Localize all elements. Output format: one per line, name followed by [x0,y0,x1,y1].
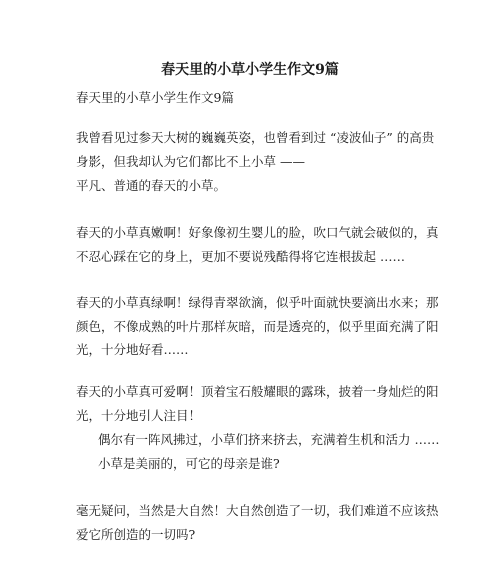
paragraph-line: 光，十分地引人注目！ [76,408,202,423]
paragraph-line: 偶尔有一阵风拂过，小草们挤来挤去，充满着生机和活力 …… [98,432,440,447]
paragraph-line: 不忍心踩在它的身上，更加不要说残酷得将它连根拔起 …… [76,249,405,264]
document-subtitle: 春天里的小草小学生作文9篇 [76,90,234,105]
paragraph-line: 爱它所创造的一切吗? [76,527,196,542]
paragraph-line: 春天的小草真可爱啊！顶着宝石般耀眼的露珠，披着一身灿烂的阳 [76,384,439,399]
paragraph-line: 毫无疑问，当然是大自然！大自然创造了一切，我们难道不应该热 [76,503,439,518]
paragraph-line: 颜色，不像成熟的叶片那样灰暗，而是透亮的，似乎里面充满了阳 [76,319,439,334]
paragraph-line: 春天的小草真嫩啊！好象像初生婴儿的脸，吹口气就会破似的，真 [76,225,439,240]
paragraph-line: 平凡、普通的春天的小草。 [76,178,227,193]
document-title: 春天里的小草小学生作文9篇 [161,62,339,78]
paragraph-line: 春天的小草真绿啊！绿得青翠欲滴，似乎叶面就快要滴出水来；那 [76,295,439,310]
paragraph-line: 小草是美丽的，可它的母亲是谁? [98,456,280,471]
paragraph-line: 我曾看见过参天大树的巍巍英姿，也曾看到过 “凌波仙子” 的高贵 [76,130,435,145]
paragraph-line: 光，十分地好看…… [76,342,189,357]
paragraph-line: 身影，但我却认为它们都比不上小草 —— [76,154,305,169]
